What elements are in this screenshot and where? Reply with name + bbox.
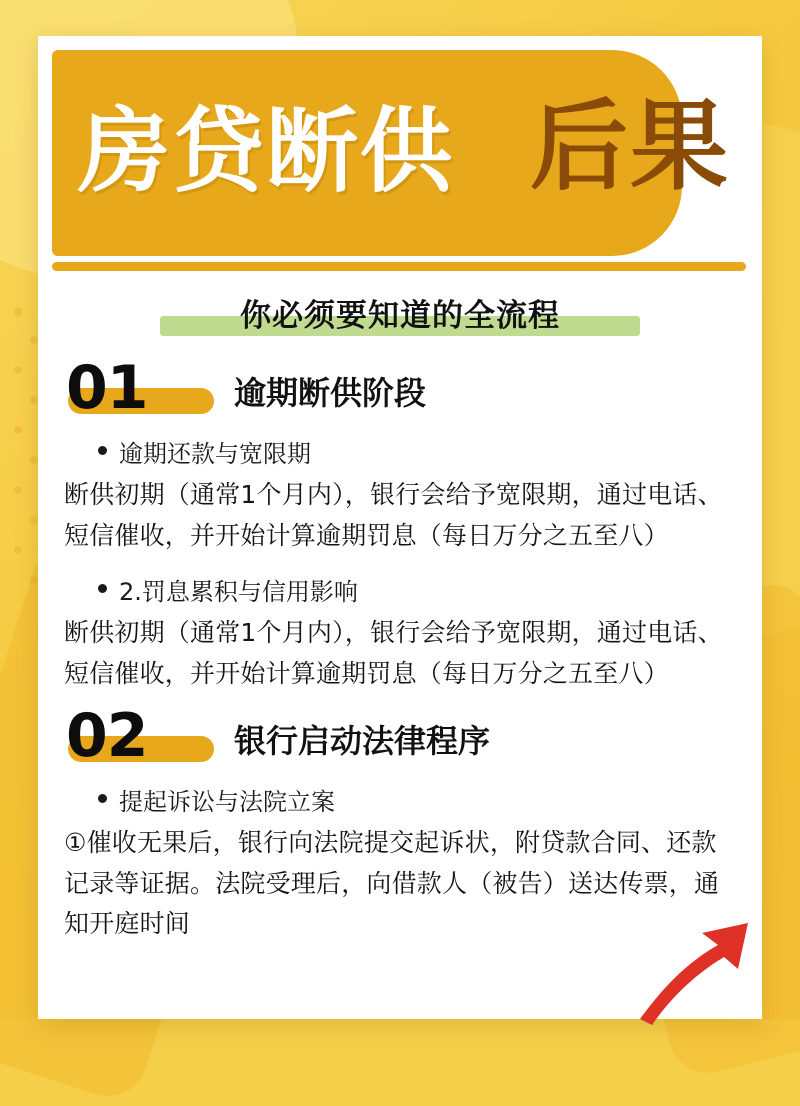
section-02-item-0-bullet-text: 提起诉讼与法院立案 — [119, 788, 335, 816]
subtitle-block — [38, 290, 762, 346]
section-01-number-wrap — [64, 353, 216, 423]
section-01-header — [64, 353, 736, 423]
poster-subtitle: 你必须要知道的全流程 — [240, 298, 560, 334]
section-01-item-0-bullet — [98, 434, 736, 469]
section-01-item-0-bullet-text: 逾期还款与宽限期 — [119, 440, 311, 468]
section-02-item-0-bullet — [98, 782, 736, 817]
section-02 — [38, 701, 762, 945]
section-01-title: 逾期断供阶段 — [234, 374, 427, 412]
section-01 — [38, 353, 762, 694]
section-02-number-wrap — [64, 701, 216, 771]
bullet-dot-icon — [98, 794, 107, 803]
poster-title-main: 房贷断供 — [78, 98, 455, 205]
title-underline — [52, 262, 746, 271]
poster-title-accent: 后果 — [529, 90, 730, 204]
section-01-number: 01 — [66, 353, 148, 423]
section-01-item-1-paragraph: 断供初期（通常1个月内），银行会给予宽限期，通过电话、短信催收，并开始计算逾期罚息（每日万分之五至八） — [64, 618, 723, 688]
bullet-dot-icon — [98, 446, 107, 455]
section-02-item-0-paragraph: ①催收无果后，银行向法院提交起诉状，附贷款合同、还款记录等证据。法院受理后，向借款人（被告）送达传票，通知开庭时间 — [64, 828, 720, 938]
section-01-item-1-bullet — [98, 572, 736, 607]
section-02-number: 02 — [66, 701, 148, 771]
title-banner — [52, 50, 748, 256]
section-01-item-0-paragraph: 断供初期（通常1个月内），银行会给予宽限期，通过电话、短信催收，并开始计算逾期罚息（每日万分之五至八） — [64, 480, 723, 550]
bullet-dot-icon — [98, 584, 107, 593]
red-arrow-icon — [632, 915, 752, 1025]
section-01-item-1-bullet-text: 2.罚息累积与信用影响 — [119, 578, 358, 606]
section-02-header — [64, 701, 736, 771]
poster-card — [38, 36, 762, 1019]
section-02-title: 银行启动法律程序 — [234, 722, 491, 760]
